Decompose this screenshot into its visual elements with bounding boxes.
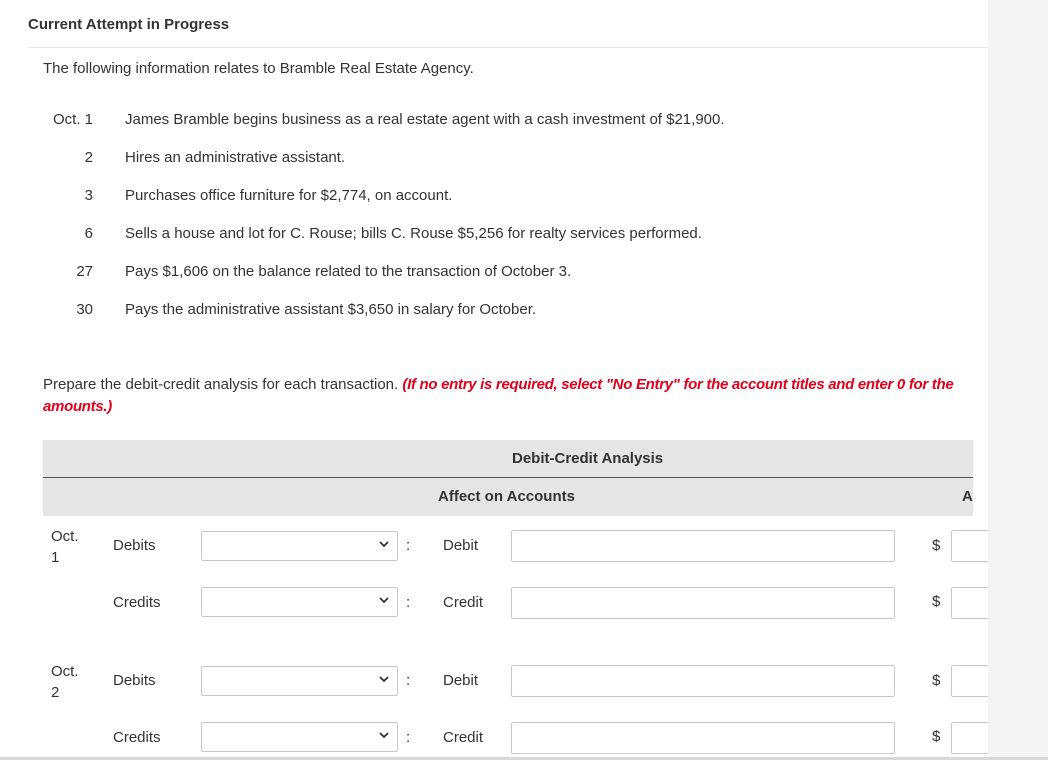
debit-credit-analysis-header: Debit-Credit Analysis: [512, 450, 664, 467]
currency-symbol: $: [932, 672, 941, 689]
debit-effect-input[interactable]: [511, 530, 895, 562]
transaction-description: Sells a house and lot for C. Rouse; bills C. Rouse $5,256 for realty services performed.: [125, 225, 702, 242]
debit-effect-input[interactable]: [511, 665, 895, 697]
transaction-date: 27: [76, 263, 93, 280]
header-divider: [28, 47, 988, 48]
transaction-description: James Bramble begins business as a real estate agent with a cash investment of $21,900.: [125, 111, 725, 128]
credits-label: Credits: [113, 729, 161, 746]
chevron-down-icon: [377, 537, 391, 551]
colon-separator: :: [406, 729, 411, 746]
debit-side-label: Debit: [443, 672, 479, 689]
transaction-description: Hires an administrative assistant.: [125, 149, 346, 166]
credit-side-label: Credit: [443, 729, 484, 746]
transaction-date: 3: [84, 187, 93, 204]
table-header-band: [43, 440, 973, 478]
debits-label: Debits: [113, 537, 156, 554]
row-date-day: 1: [51, 549, 60, 566]
chevron-down-icon: [377, 593, 391, 607]
intro-text: The following information relates to Bramble Real Estate Agency.: [43, 60, 474, 77]
currency-symbol: $: [932, 537, 941, 554]
colon-separator: :: [406, 672, 411, 689]
chevron-down-icon: [377, 728, 391, 742]
credit-account-select[interactable]: [201, 587, 398, 617]
colon-separator: :: [406, 537, 411, 554]
row-date-day: 2: [51, 684, 60, 701]
debit-side-label: Debit: [443, 537, 479, 554]
instructions: [43, 374, 963, 418]
debit-amount-input[interactable]: [951, 530, 988, 562]
transaction-description: Purchases office furniture for $2,774, on account.: [125, 187, 453, 204]
row-date: [51, 661, 79, 703]
transaction-date: 2: [84, 149, 93, 166]
credit-effect-input[interactable]: [511, 587, 895, 619]
credit-amount-input[interactable]: [951, 722, 988, 754]
currency-symbol: $: [932, 593, 941, 610]
credit-side-label: Credit: [443, 594, 484, 611]
chevron-down-icon: [377, 672, 391, 686]
debit-account-select[interactable]: [201, 666, 398, 696]
credit-account-select[interactable]: [201, 722, 398, 752]
attempt-title: Current Attempt in Progress: [28, 16, 230, 33]
debit-amount-input[interactable]: [951, 665, 988, 697]
row-date: [51, 526, 79, 568]
affect-on-accounts-header: Affect on Accounts: [438, 488, 575, 505]
credit-effect-input[interactable]: [511, 722, 895, 754]
transaction-description: Pays the administrative assistant $3,650 in salary for October.: [125, 301, 537, 318]
amount-column-header: A: [962, 488, 973, 505]
currency-symbol: $: [932, 728, 941, 745]
credits-label: Credits: [113, 594, 161, 611]
colon-separator: :: [406, 594, 411, 611]
instructions-text: Prepare the debit-credit analysis for each transaction.: [43, 376, 399, 393]
credit-amount-input[interactable]: [951, 587, 988, 619]
transaction-date: 30: [76, 301, 93, 318]
row-date-month: Oct.: [51, 663, 79, 680]
transaction-date: 6: [84, 225, 93, 242]
instructions-note: (If no entry is required, select "No Entry" for the account titles and enter 0 for the amounts.): [43, 376, 954, 415]
row-date-month: Oct.: [51, 528, 79, 545]
debit-account-select[interactable]: [201, 531, 398, 561]
transaction-date: Oct. 1: [52, 111, 93, 128]
debits-label: Debits: [113, 672, 156, 689]
transaction-description: Pays $1,606 on the balance related to the transaction of October 3.: [125, 263, 572, 280]
